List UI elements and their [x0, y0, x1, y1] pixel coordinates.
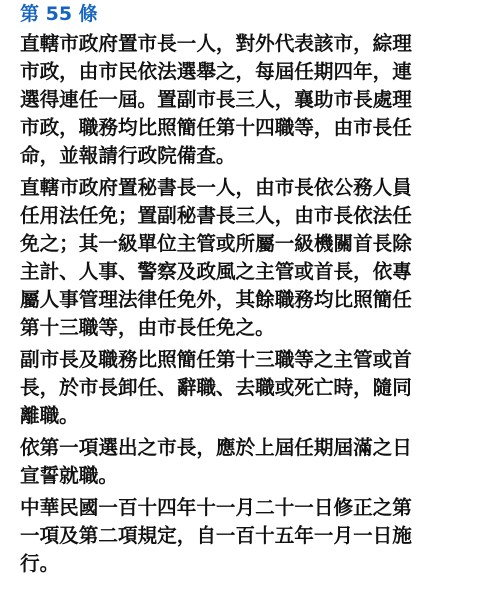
- text-line: 行。: [20, 552, 60, 575]
- text-line: 任用法任免；置副秘書長三人，由市長依法任: [20, 204, 412, 227]
- paragraph-1: [20, 30, 475, 170]
- text-line: 命，並報請行政院備查。: [20, 144, 236, 167]
- paragraph-2: [20, 174, 475, 342]
- paragraph-4: [20, 434, 475, 490]
- paragraph-3: [20, 346, 475, 430]
- paragraph-5: [20, 494, 475, 578]
- text-line: 長，於市長卸任、辭職、去職或死亡時，隨同: [20, 376, 412, 399]
- text-line: 主計、人事、警察及政風之主管或首長，依專: [20, 260, 412, 283]
- text-line: 依第一項選出之市長，應於上屆任期屆滿之日: [20, 436, 412, 459]
- text-line: 市政，由市民依法選舉之，每屆任期四年，連: [20, 60, 412, 83]
- text-line: 市政，職務均比照簡任第十四職等，由市長任: [20, 116, 412, 139]
- text-line: 副市長及職務比照簡任第十三職等之主管或首: [20, 348, 412, 371]
- text-line: 直轄市政府置市長一人，對外代表該市，綜理: [20, 32, 412, 55]
- text-line: 一項及第二項規定，自一百十五年一月一日施: [20, 524, 412, 547]
- text-line: 第十三職等，由市長任免之。: [20, 316, 275, 339]
- text-line: 離職。: [20, 404, 79, 427]
- text-line: 中華民國一百十四年十一月二十一日修正之第: [20, 496, 412, 519]
- text-line: 直轄市政府置秘書長一人，由市長依公務人員: [20, 176, 412, 199]
- article-title: 第 55 條: [20, 3, 98, 25]
- text-line: 免之；其一級單位主管或所屬一級機關首長除: [20, 232, 412, 255]
- text-line: 選得連任一屆。置副市長三人，襄助市長處理: [20, 88, 412, 111]
- text-line: 宣誓就職。: [20, 464, 118, 487]
- text-line: 屬人事管理法律任免外，其餘職務均比照簡任: [20, 288, 412, 311]
